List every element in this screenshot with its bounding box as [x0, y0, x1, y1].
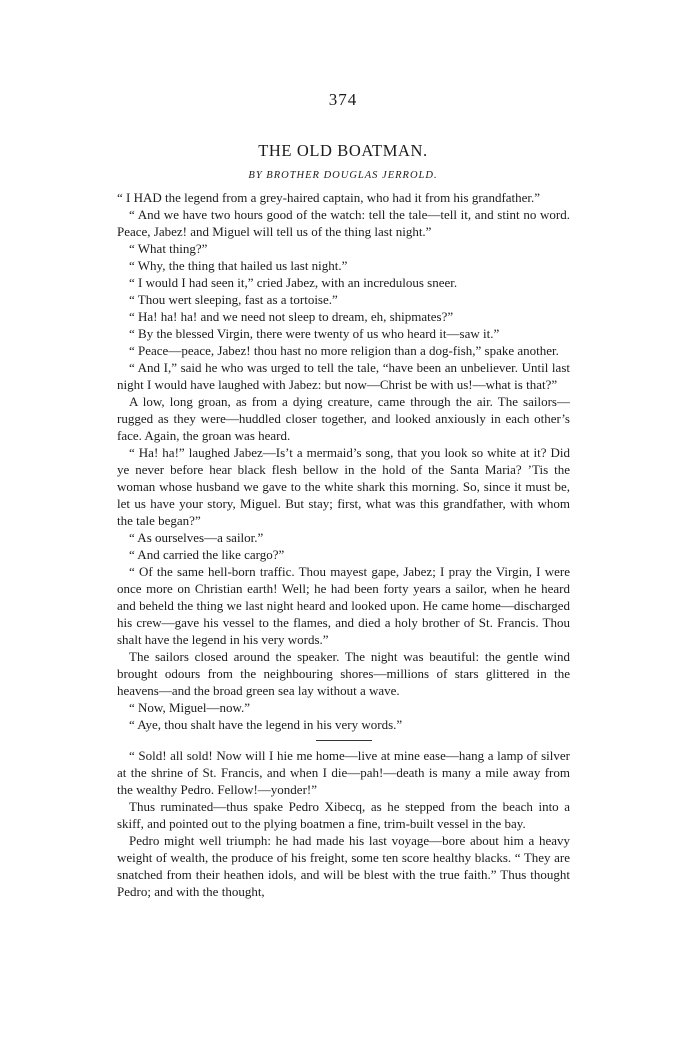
page-number: 374	[328, 90, 358, 109]
paragraph: “ As ourselves—a sailor.”	[129, 530, 264, 545]
paragraph: “ Ha! ha! ha! and we need not sleep to dream, eh, shipmates?”	[129, 309, 454, 324]
paragraph: “ And I,” said he who was urged to tell the tale, “have been an unbeliever. Until last night I would have laughed with Jabez: but now—Christ be with us!—what is that?”	[117, 360, 570, 392]
paragraph: “ Now, Miguel—now.”	[129, 700, 251, 715]
paragraph: “ By the blessed Virgin, there were twenty of us who heard it—saw it.”	[129, 326, 500, 341]
paragraph: “ Peace—peace, Jabez! thou hast no more religion than a dog-fish,” spake another.	[129, 343, 559, 358]
paragraph: “ Sold! all sold! Now will I hie me home—live at mine ease—hang a lamp of silver at the shrine of St. Francis, and when I die—pah!—death is many a mile away from the wealthy Pedro. Fellow!—yonder!”	[117, 748, 570, 797]
paragraph: “ And we have two hours good of the watch: tell the tale—tell it, and stint no word. Peace, Jabez! and Miguel will tell us of the thing last night.”	[117, 207, 570, 239]
paragraph: “ Aye, thou shalt have the legend in his very words.”	[129, 717, 403, 732]
paragraph: The sailors closed around the speaker. The night was beautiful: the gentle wind brought odours from the neighbouring shores—millions of stars glittered in the heavens—and the broad green sea lay without a wave.	[117, 649, 570, 698]
paragraph: “ I HAD the legend from a grey-haired captain, who had it from his grandfather.”	[117, 190, 541, 205]
paragraph: “ What thing?”	[129, 241, 208, 256]
byline: BY BROTHER DOUGLAS JERROLD.	[248, 170, 438, 181]
paragraph: A low, long groan, as from a dying creature, came through the air. The sailors—rugged as they were—huddled closer together, and looked anxiously in each other’s face. Again, the groan was heard.	[117, 394, 570, 443]
section-divider	[316, 740, 372, 741]
paragraph: “ Why, the thing that hailed us last night.”	[129, 258, 348, 273]
chapter-title: THE OLD BOATMAN.	[258, 141, 428, 160]
paragraph: Thus ruminated—thus spake Pedro Xibecq, as he stepped from the beach into a skiff, and pointed out to the plying boatmen a fine, trim-built vessel in the bay.	[117, 799, 570, 831]
paragraph: “ I would I had seen it,” cried Jabez, with an incredulous sneer.	[129, 275, 458, 290]
paragraph: “ Ha! ha!” laughed Jabez—Is’t a mermaid’s song, that you look so white at it? Did ye never before hear black flesh bellow in the hold of the Santa Maria? ’Tis the woman whose husband we gave to the white shark this morning. So, since it must be, let us have your story, Miguel. But stay; first, what was this grandfather, with whom the tale began?”	[117, 445, 570, 528]
paragraph: “ And carried the like cargo?”	[129, 547, 285, 562]
body-text	[117, 189, 570, 900]
paragraph: “ Of the same hell-born traffic. Thou mayest gape, Jabez; I pray the Virgin, I were once more on Christian earth! Well; he had been forty years a sailor, when he heard and beheld the thing we last night heard and looked upon. He came home—discharged his crew—gave his vessel to the flames, and died a holy brother of St. Francis. Thou shalt have the legend in his very words.”	[117, 564, 570, 647]
paragraph: Pedro might well triumph: he had made his last voyage—bore about him a heavy weight of wealth, the produce of his freight, some ten score healthy blacks. “ They are snatched from their heathen idols, and will be blest with the true faith.” Thus thought Pedro; and with the thought,	[117, 833, 570, 899]
paragraph: “ Thou wert sleeping, fast as a tortoise.”	[129, 292, 338, 307]
